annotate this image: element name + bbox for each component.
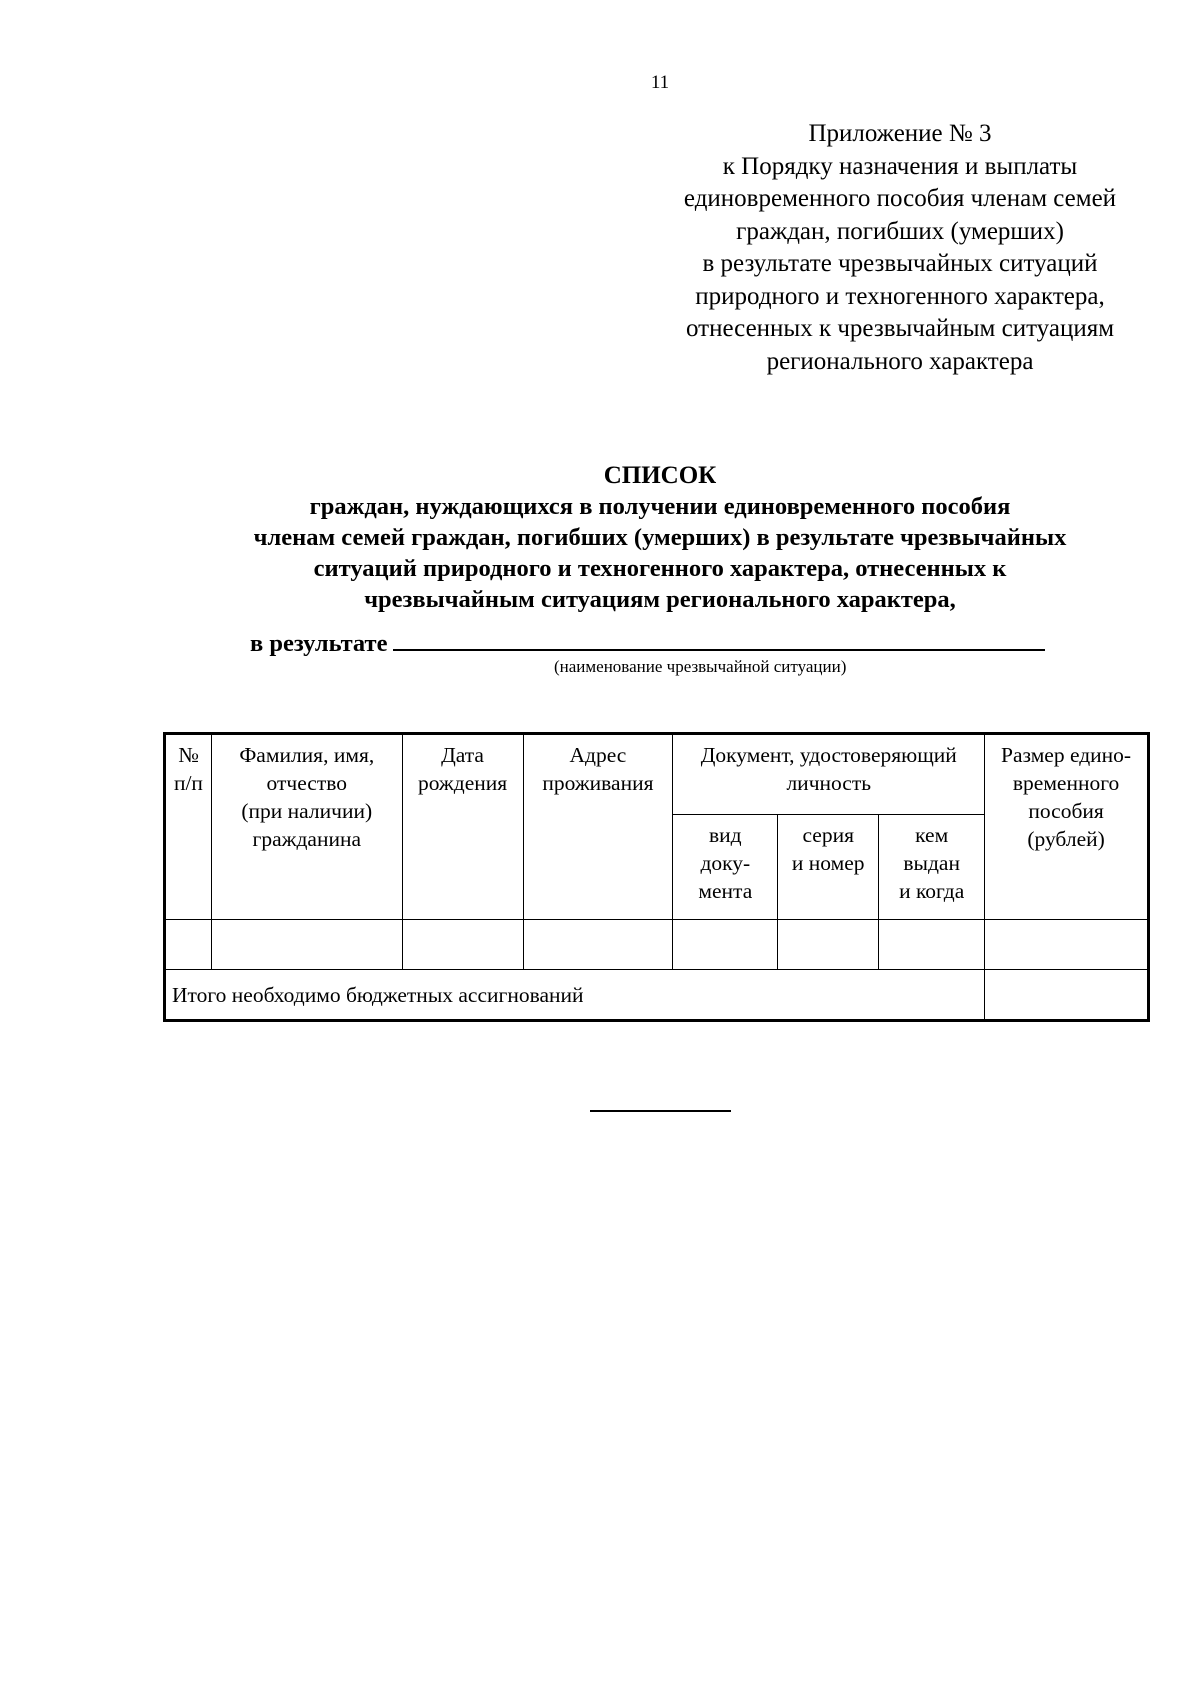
subtitle-line: граждан, нуждающихся в получении единовременного пособия <box>309 493 1011 520</box>
table-cell[interactable] <box>211 920 402 970</box>
table-row <box>166 920 1148 970</box>
citizens-table <box>165 734 1148 1020</box>
header-address: Адрес проживания <box>523 735 673 920</box>
table-cell[interactable] <box>985 920 1148 970</box>
appendix-line: природного и техногенного характера, <box>695 282 1105 310</box>
header-name: Фамилия, имя, отчество (при наличии) гражданина <box>211 735 402 920</box>
result-blank-field[interactable] <box>393 627 1045 651</box>
result-label: в результате <box>250 630 388 657</box>
result-line <box>250 627 1045 658</box>
header-doc-issued: кем выдан и когда <box>879 815 985 920</box>
header-birth-date: Дата рождения <box>402 735 523 920</box>
subtitle-line: членам семей граждан, погибших (умерших) в результате чрезвычайных <box>253 524 1067 551</box>
appendix-line: отнесенных к чрезвычайным ситуациям <box>685 315 1115 342</box>
document-title: СПИСОК <box>603 462 717 489</box>
header-num: № п/п <box>166 735 212 920</box>
appendix-line: к Порядку назначения и выплаты <box>722 152 1078 180</box>
appendix-line: в результате чрезвычайных ситуаций <box>702 250 1098 277</box>
document-title-block <box>120 460 1200 615</box>
table-cell[interactable] <box>879 920 985 970</box>
table-header-row <box>166 735 1148 815</box>
subtitle-line: чрезвычайным ситуациям регионального характера, <box>364 586 956 613</box>
appendix-header <box>640 118 1160 378</box>
table-cell[interactable] <box>523 920 673 970</box>
subtitle-line: ситуаций природного и техногенного характера, отнесенных к <box>313 555 1007 582</box>
result-hint: (наименование чрезвычайной ситуации) <box>554 657 847 676</box>
table-cell[interactable] <box>402 920 523 970</box>
appendix-line: регионального характера <box>766 347 1034 375</box>
header-document: Документ, удостоверяющий личность <box>673 735 985 815</box>
appendix-line: Приложение № 3 <box>808 120 992 147</box>
header-amount: Размер едино- временного пособия (рублей) <box>985 735 1148 920</box>
appendix-line: граждан, погибших (умерших) <box>736 217 1064 245</box>
table-cell[interactable] <box>166 920 212 970</box>
header-doc-type: вид доку- мента <box>673 815 778 920</box>
table-cell[interactable] <box>778 920 879 970</box>
total-row <box>166 970 1148 1020</box>
total-label: Итого необходимо бюджетных ассигнований <box>166 970 985 1020</box>
header-doc-series: серия и номер <box>778 815 879 920</box>
page-number: 11 <box>650 72 670 93</box>
total-amount-cell[interactable] <box>985 970 1148 1020</box>
appendix-line: единовременного пособия членам семей <box>683 185 1117 212</box>
table-cell[interactable] <box>673 920 778 970</box>
end-rule <box>590 1110 731 1112</box>
